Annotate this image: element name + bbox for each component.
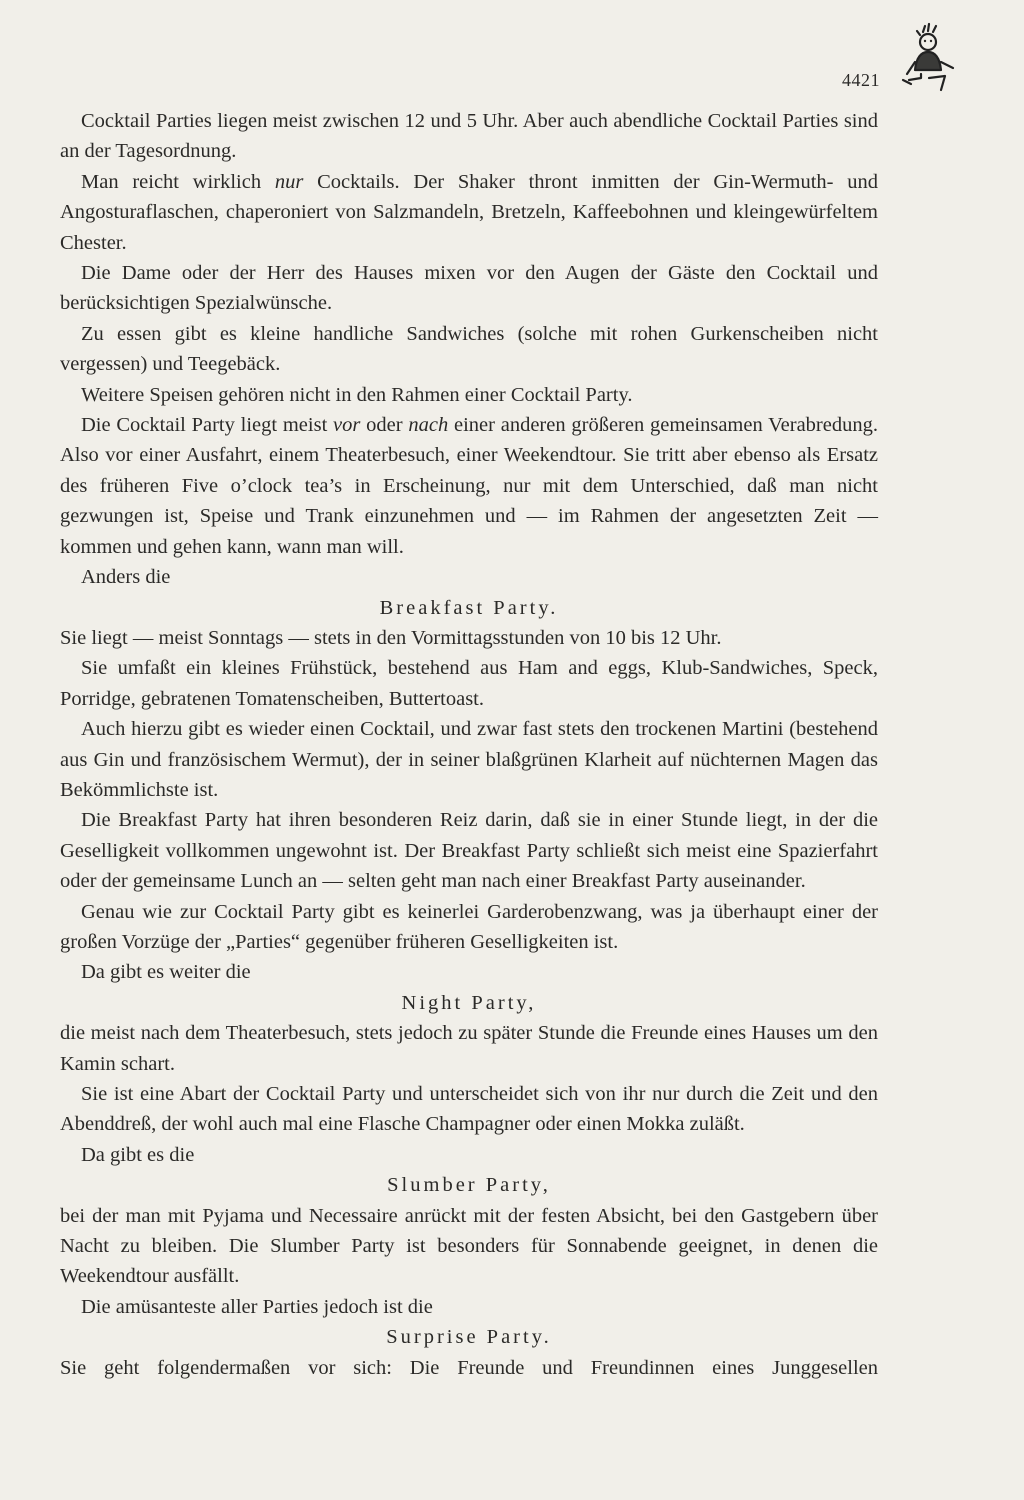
text-run: die meist nach dem Theaterbesuch, stets jedoch zu später Stunde die Freunde eines Hauses um den Kamin schart. [60, 1022, 878, 1075]
paragraph [60, 1292, 878, 1322]
text-run: Sie umfaßt ein kleines Frühstück, bestehend aus Ham and eggs, Klub-Sandwiches, Speck, Porridge, gebratenen Tomatenscheiben, Buttertoast. [60, 657, 878, 710]
paragraph [60, 957, 878, 987]
paragraph [60, 562, 878, 592]
text-run: Man reicht wirklich [81, 170, 275, 193]
paragraph [60, 258, 878, 319]
paragraph [60, 1201, 878, 1292]
paragraph [60, 319, 878, 380]
text-run: Breakfast Party. [379, 596, 559, 619]
text-run: Die amüsanteste aller Parties jedoch ist die [81, 1295, 433, 1318]
paragraph [60, 623, 878, 653]
text-run: Cocktail Parties liegen meist zwischen 12 und 5 Uhr. Aber auch abendliche Cocktail Parties sind an der Tagesordnung. [60, 110, 878, 163]
text-run: Sie geht folgendermaßen vor sich: Die Freunde und Freundinnen eines Junggesellen [60, 1356, 878, 1379]
paragraph [60, 1140, 878, 1170]
section-heading [60, 988, 878, 1018]
paragraph [60, 714, 878, 805]
text-run: einer anderen größeren gemeinsamen Verabredung. Also vor einer Ausfahrt, einem Theaterbesuch, einer Weekendtour. Sie tritt aber ebenso als Ersatz des früheren Five o’clock tea’s in Erscheinung, nur mit dem Unterschied, daß man nicht gezwungen ist, Speise und Trank einzunehmen und — im Rahmen der angesetzten Zeit — kommen und gehen kann, wann man will. [60, 414, 878, 558]
text-run: Die Dame oder der Herr des Hauses mixen vor den Augen der Gäste den Cocktail und berücksichtigen Spezialwünsche. [60, 262, 878, 315]
paragraph [60, 805, 878, 896]
paragraph [60, 410, 878, 562]
text-run: Die Breakfast Party hat ihren besonderen Reiz darin, daß sie in einer Stunde liegt, in der die Geselligkeit vollkommen ungewohnt ist. Der Breakfast Party schließt sich meist eine Spazierfahrt oder der gemeinsame Lunch an — selten geht man nach einer Breakfast Party auseinander. [60, 809, 878, 893]
article-body [60, 106, 878, 1383]
text-run: Sie ist eine Abart der Cocktail Party und unterscheidet sich von ihr nur durch die Zeit und den Abenddreß, der wohl auch mal eine Flasche Champagner oder einen Mokka zuläßt. [60, 1083, 878, 1136]
text-run: Slumber Party, [387, 1174, 551, 1197]
paragraph [60, 1353, 878, 1383]
emphasis-text: vor [333, 414, 361, 437]
sitting-figure-icon [895, 22, 965, 97]
page-number: 4421 [842, 70, 880, 90]
text-run: oder [360, 414, 409, 437]
text-run: Night Party, [401, 991, 537, 1014]
text-run: Auch hierzu gibt es wieder einen Cocktail, und zwar fast stets den trockenen Martini (bestehend aus Gin und französischem Wermut), der in seiner blaßgrünen Klarheit auf nüchternen Magen das Bekömmlichste ist. [60, 718, 878, 801]
text-run: Anders die [81, 566, 171, 589]
paragraph [60, 106, 878, 167]
text-run: Cocktails. Der Shaker thront inmitten der Gin-Wermuth- und Angosturaflaschen, chaperoniert von Salzmandeln, Bretzeln, Kaffeebohnen und kleingewürfeltem Chester. [60, 170, 878, 254]
text-run: Da gibt es die [81, 1143, 195, 1166]
text-run: Zu essen gibt es kleine handliche Sandwiches (solche mit rohen Gurkenscheiben nicht vergessen) und Teegebäck. [60, 322, 878, 376]
text-run: bei der man mit Pyjama und Necessaire anrückt mit der festen Absicht, bei den Gastgebern über Nacht zu bleiben. Die Slumber Party ist besonders für Sonnabende geeignet, in denen die Weekendtour ausfällt. [60, 1204, 878, 1288]
section-heading [60, 1170, 878, 1200]
text-run: Die Cocktail Party liegt meist [81, 414, 334, 437]
paragraph [60, 653, 878, 714]
emphasis-text: nach [408, 414, 449, 437]
paragraph [60, 1079, 878, 1140]
section-heading [60, 593, 878, 623]
text-run: Weitere Speisen gehören nicht in den Rahmen einer Cocktail Party. [81, 383, 633, 406]
paragraph [60, 167, 878, 258]
emphasis-text: nur [274, 170, 304, 193]
section-heading [60, 1322, 878, 1352]
paragraph [60, 897, 878, 958]
text-run: Surprise Party. [386, 1326, 552, 1349]
paragraph [60, 380, 878, 410]
text-run: Da gibt es weiter die [81, 961, 251, 984]
text-run: Genau wie zur Cocktail Party gibt es keinerlei Garderobenzwang, was ja überhaupt einer der großen Vorzüge der „Parties“ gegenüber früheren Geselligkeiten ist. [60, 900, 878, 953]
text-run: Sie liegt — meist Sonntags — stets in den Vormittagsstunden von 10 bis 12 Uhr. [60, 626, 722, 649]
paragraph [60, 1018, 878, 1079]
